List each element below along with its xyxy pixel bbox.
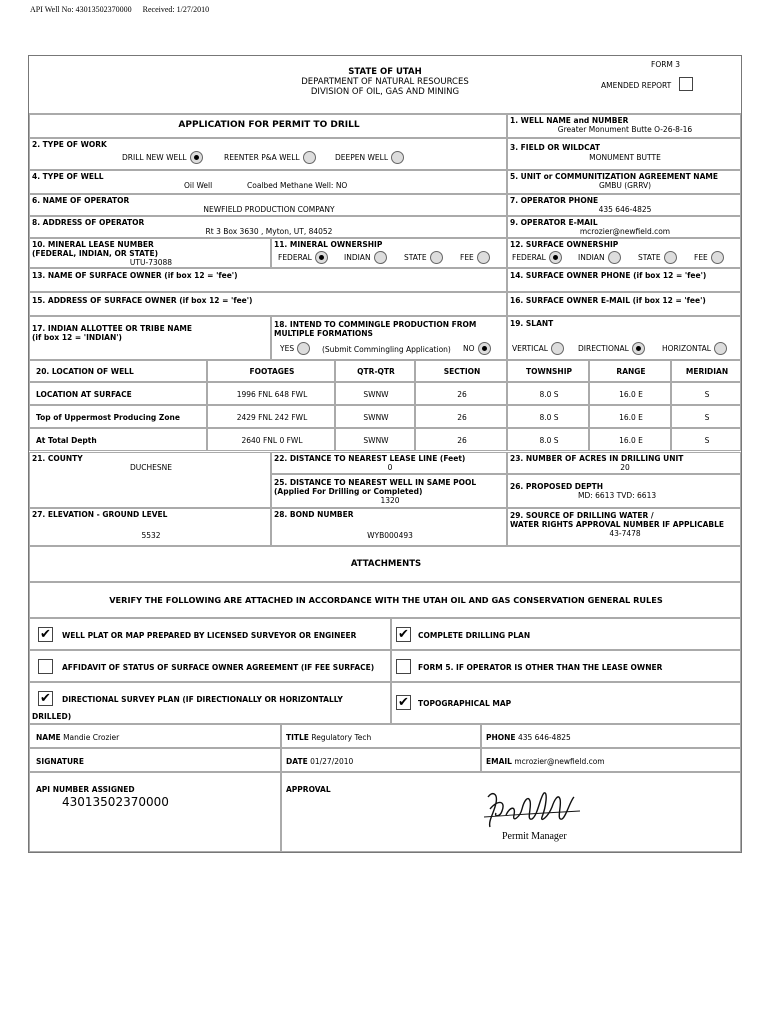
location-label: Top of Uppermost Producing Zone: [36, 413, 180, 422]
table-cell: [335, 428, 415, 451]
table-header-cell: [415, 360, 507, 382]
attachment-label-2: DRILLED): [32, 712, 72, 721]
field-8-value: Rt 3 Box 3630 , Myton, UT, 84052: [205, 227, 333, 236]
location-value: 26: [457, 436, 467, 445]
field-23: [507, 452, 741, 474]
location-value: 26: [457, 390, 467, 399]
radio-icon: [297, 342, 310, 355]
field-6-value: NEWFIELD PRODUCTION COMPANY: [203, 205, 335, 214]
table-cell: [671, 382, 741, 405]
approval-label: APPROVAL: [286, 785, 331, 794]
state-label: STATE: [638, 253, 661, 262]
field-1-value: Greater Monument Butte O-26-8-16: [557, 125, 693, 134]
field-23-value: 20: [620, 463, 630, 472]
permit-form: [28, 55, 742, 853]
amended-report-checkbox[interactable]: [679, 77, 693, 91]
field-28: [271, 508, 507, 546]
field-14: [507, 268, 741, 292]
radio-deepen-well[interactable]: [335, 151, 404, 164]
title-label: TITLE: [286, 733, 309, 742]
field-10-label: 10. MINERAL LEASE NUMBER: [32, 240, 154, 249]
radio-surface-state[interactable]: [638, 251, 677, 264]
radio-surface-indian[interactable]: [578, 251, 621, 264]
radio-icon: [303, 151, 316, 164]
field-4-value-1: Oil Well: [184, 181, 213, 190]
field-25-label-2: (Applied For Drilling or Completed): [274, 487, 423, 496]
location-table: [29, 360, 741, 452]
email-cell: [481, 748, 741, 772]
header-footages: FOOTAGES: [249, 367, 295, 376]
table-header-cell: [207, 360, 335, 382]
radio-icon: [374, 251, 387, 264]
radio-slant-horizontal[interactable]: [662, 342, 727, 355]
radio-icon: [664, 251, 677, 264]
page-header: [30, 5, 218, 14]
field-23-label: 23. NUMBER OF ACRES IN DRILLING UNIT: [510, 454, 684, 463]
radio-mineral-fee[interactable]: [460, 251, 490, 264]
signature-cell: [29, 748, 281, 772]
dept-title: DEPARTMENT OF NATURAL RESOURCES: [301, 77, 469, 87]
field-4: [29, 170, 507, 194]
field-17: [29, 316, 271, 360]
field-12-label: 12. SURFACE OWNERSHIP: [510, 240, 619, 249]
federal-label: FEDERAL: [512, 253, 546, 262]
location-value: SWNW: [363, 390, 389, 399]
checkbox-directional-survey[interactable]: ✔: [38, 691, 53, 706]
header-qtr-qtr: QTR-QTR: [357, 367, 395, 376]
attachment-label: AFFIDAVIT OF STATUS OF SURFACE OWNER AGREEMENT (IF FEE SURFACE): [62, 663, 375, 672]
api-label: API NUMBER ASSIGNED: [36, 785, 135, 794]
field-28-value: WYB000493: [367, 531, 413, 540]
table-header-cell: [671, 360, 741, 382]
signature-label: SIGNATURE: [36, 757, 84, 766]
yes-label: YES: [280, 344, 295, 353]
vertical-label: VERTICAL: [512, 344, 548, 353]
location-value: 1996 FNL 648 FWL: [236, 390, 308, 399]
field-29: [507, 508, 741, 546]
name-label: NAME: [36, 733, 61, 742]
table-header-cell: [335, 360, 415, 382]
reenter-label: REENTER P&A WELL: [224, 153, 300, 162]
field-19-label: 19. SLANT: [510, 319, 554, 328]
radio-icon: [711, 251, 724, 264]
table-cell: [589, 405, 671, 428]
table-cell: [335, 405, 415, 428]
field-13: [29, 268, 507, 292]
email-label: EMAIL: [486, 757, 512, 766]
header-township: TOWNSHIP: [525, 367, 572, 376]
fee-label: FEE: [460, 253, 474, 262]
checkbox-form-5[interactable]: [396, 659, 411, 674]
amended-report-label: AMENDED REPORT: [601, 81, 672, 90]
horizontal-label: HORIZONTAL: [662, 344, 711, 353]
table-cell: [507, 428, 589, 451]
field-26: [507, 474, 741, 508]
header-section: SECTION: [443, 367, 481, 376]
field-26-value: MD: 6613 TVD: 6613: [578, 491, 657, 500]
location-label: At Total Depth: [36, 436, 97, 445]
location-value: 2640 FNL 0 FWL: [241, 436, 303, 445]
checkbox-affidavit[interactable]: [38, 659, 53, 674]
date-cell: [281, 748, 481, 772]
location-value: 26: [457, 413, 467, 422]
name-value: Mandie Crozier: [63, 733, 120, 742]
table-cell: [29, 428, 207, 451]
radio-surface-fee[interactable]: [694, 251, 724, 264]
field-7-value: 435 646-4825: [598, 205, 652, 214]
api-cell: [29, 772, 281, 852]
field-3: [507, 138, 741, 170]
field-29-label: 29. SOURCE OF DRILLING WATER /: [510, 511, 654, 520]
table-cell: [589, 428, 671, 451]
field-1: [507, 114, 741, 138]
table-cell: [589, 382, 671, 405]
state-title: STATE OF UTAH: [348, 67, 422, 77]
field-15: [29, 292, 507, 316]
location-value: 8.0 S: [539, 413, 559, 422]
location-value: S: [704, 436, 710, 445]
field-25-value: 1320: [380, 496, 400, 505]
table-cell: [507, 405, 589, 428]
field-18-label: 18. INTEND TO COMMINGLE PRODUCTION FROM: [274, 320, 477, 329]
radio-drill-new-well[interactable]: [122, 151, 203, 164]
radio-commingle-yes[interactable]: [280, 342, 310, 355]
field-9-label: 9. OPERATOR E-MAIL: [510, 218, 598, 227]
radio-icon: [608, 251, 621, 264]
radio-selected-icon: [632, 342, 645, 355]
radio-selected-icon: [549, 251, 562, 264]
permit-manager-label: Permit Manager: [502, 831, 567, 842]
field-10: [29, 238, 271, 268]
phone-cell: [481, 724, 741, 748]
table-cell: [671, 405, 741, 428]
title-value: Regulatory Tech: [311, 733, 372, 742]
location-value: S: [704, 390, 710, 399]
field-12: [507, 238, 741, 268]
field-22: [271, 452, 507, 474]
field-19: [507, 316, 741, 360]
field-4-label: 4. TYPE OF WELL: [32, 172, 104, 181]
received-date: Received: 1/27/2010: [142, 5, 210, 14]
field-13-label: 13. NAME OF SURFACE OWNER (if box 12 = 'fee'): [32, 271, 238, 280]
approval-cell: [281, 772, 741, 852]
field-29-label-2: WATER RIGHTS APPROVAL NUMBER IF APPLICABLE: [510, 520, 725, 529]
field-10-label-2: (FEDERAL, INDIAN, OR STATE): [32, 249, 159, 258]
verify-cell: [29, 582, 741, 618]
radio-icon: [477, 251, 490, 264]
field-8: [29, 216, 507, 238]
field-8-label: 8. ADDRESS OF OPERATOR: [32, 218, 145, 227]
radio-mineral-federal[interactable]: [278, 251, 328, 264]
field-27-label: 27. ELEVATION - GROUND LEVEL: [32, 510, 168, 519]
radio-mineral-indian[interactable]: [344, 251, 387, 264]
field-5: [507, 170, 741, 194]
api-number: 43013502370000: [62, 795, 169, 809]
fee-label: FEE: [694, 253, 708, 262]
phone-label: PHONE: [486, 733, 516, 742]
attachments-title: ATTACHMENTS: [350, 559, 422, 569]
checkbox-topographical-map[interactable]: ✔: [396, 695, 411, 710]
application-title-cell: [29, 114, 507, 138]
table-cell: [29, 382, 207, 405]
radio-icon: [551, 342, 564, 355]
field-3-label: 3. FIELD OR WILDCAT: [510, 143, 601, 152]
title-block: [29, 56, 741, 114]
no-label: NO: [463, 344, 475, 353]
location-value: SWNW: [363, 436, 389, 445]
title-cell: [281, 724, 481, 748]
field-21-label: 21. COUNTY: [32, 454, 83, 463]
location-value: 16.0 E: [619, 436, 643, 445]
location-label: LOCATION AT SURFACE: [36, 390, 132, 399]
table-header-cell: [507, 360, 589, 382]
field-3-value: MONUMENT BUTTE: [589, 153, 661, 162]
field-4-value-2: Coalbed Methane Well: NO: [247, 181, 348, 190]
phone-value: 435 646-4825: [517, 733, 571, 742]
field-7: [507, 194, 741, 216]
location-value: 8.0 S: [539, 436, 559, 445]
field-5-value: GMBU (GRRV): [598, 181, 652, 190]
division-title: DIVISION OF OIL, GAS AND MINING: [310, 87, 460, 97]
attachment-item-2: [391, 618, 741, 650]
attachment-item-5: [29, 682, 391, 724]
field-6-label: 6. NAME OF OPERATOR: [32, 196, 130, 205]
field-16-label: 16. SURFACE OWNER E-MAIL (if box 12 = 'fee'): [510, 296, 706, 305]
attachment-label: WELL PLAT OR MAP PREPARED BY LICENSED SURVEYOR OR ENGINEER: [62, 631, 357, 640]
location-value: SWNW: [363, 413, 389, 422]
radio-mineral-state[interactable]: [404, 251, 443, 264]
field-22-value: 0: [387, 463, 393, 472]
field-9-value: mcrozier@newfield.com: [579, 227, 671, 236]
table-cell: [335, 382, 415, 405]
table-header-cell: [29, 360, 207, 382]
table-cell: [415, 405, 507, 428]
radio-commingle-no[interactable]: [463, 342, 491, 355]
checkbox-well-plat[interactable]: ✔: [38, 627, 53, 642]
radio-icon: [430, 251, 443, 264]
field-7-label: 7. OPERATOR PHONE: [510, 196, 599, 205]
field-9: [507, 216, 741, 238]
attachment-item-4: [391, 650, 741, 682]
radio-selected-icon: [478, 342, 491, 355]
radio-icon: [714, 342, 727, 355]
name-cell: [29, 724, 281, 748]
field-18-label-2: MULTIPLE FORMATIONS: [274, 329, 373, 338]
field-21: [29, 452, 271, 508]
attachment-label: DIRECTIONAL SURVEY PLAN (IF DIRECTIONALLY OR HORIZONTALLY: [62, 695, 343, 704]
table-header-cell: [589, 360, 671, 382]
location-value: S: [704, 413, 710, 422]
radio-selected-icon: [190, 151, 203, 164]
radio-slant-vertical[interactable]: [512, 342, 564, 355]
location-value: 2429 FNL 242 FWL: [236, 413, 308, 422]
field-27: [29, 508, 271, 546]
header-meridian: MERIDIAN: [685, 367, 729, 376]
field-17-label-2: (if box 12 = 'INDIAN'): [32, 333, 122, 342]
field-15-label: 15. ADDRESS OF SURFACE OWNER (if box 12 = 'fee'): [32, 296, 253, 305]
field-16: [507, 292, 741, 316]
field-11-label: 11. MINERAL OWNERSHIP: [274, 240, 383, 249]
indian-label: INDIAN: [344, 253, 371, 262]
field-2-label: 2. TYPE OF WORK: [32, 140, 107, 149]
directional-label: DIRECTIONAL: [578, 344, 629, 353]
application-title: APPLICATION FOR PERMIT TO DRILL: [178, 120, 360, 130]
location-value: 8.0 S: [539, 390, 559, 399]
field-26-label: 26. PROPOSED DEPTH: [510, 482, 604, 491]
indian-label: INDIAN: [578, 253, 605, 262]
field-25: [271, 474, 507, 508]
attachment-item-3: [29, 650, 391, 682]
approval-signature-image: [482, 787, 582, 831]
radio-slant-directional[interactable]: [578, 342, 645, 355]
table-cell: [207, 382, 335, 405]
table-cell: [671, 428, 741, 451]
field-22-label: 22. DISTANCE TO NEAREST LEASE LINE (Feet): [274, 454, 466, 463]
header-range: RANGE: [616, 367, 646, 376]
field-2: [29, 138, 507, 170]
location-value: 16.0 E: [619, 413, 643, 422]
api-well-no: API Well No: 43013502370000: [30, 5, 132, 14]
drill-new-well-label: DRILL NEW WELL: [122, 153, 187, 162]
table-cell: [415, 382, 507, 405]
field-28-label: 28. BOND NUMBER: [274, 510, 354, 519]
form-number: FORM 3: [651, 60, 681, 69]
state-label: STATE: [404, 253, 427, 262]
attachment-label: FORM 5. IF OPERATOR IS OTHER THAN THE LEASE OWNER: [418, 663, 663, 672]
field-25-label: 25. DISTANCE TO NEAREST WELL IN SAME POOL: [274, 478, 477, 487]
field-18: [271, 316, 507, 360]
federal-label: FEDERAL: [278, 253, 312, 262]
radio-selected-icon: [315, 251, 328, 264]
email-value: mcrozier@newfield.com: [514, 757, 605, 766]
verify-text: VERIFY THE FOLLOWING ARE ATTACHED IN ACCORDANCE WITH THE UTAH OIL AND GAS CONSERVATION GENERAL RULES: [109, 595, 663, 605]
table-cell: [507, 382, 589, 405]
checkbox-drilling-plan[interactable]: ✔: [396, 627, 411, 642]
radio-icon: [391, 151, 404, 164]
radio-reenter-pa-well[interactable]: [224, 151, 316, 164]
table-cell: [29, 405, 207, 428]
table-cell: [207, 405, 335, 428]
field-17-label: 17. INDIAN ALLOTTEE OR TRIBE NAME: [32, 324, 192, 333]
table-cell: [207, 428, 335, 451]
attachment-label: COMPLETE DRILLING PLAN: [418, 631, 531, 640]
field-11: [271, 238, 507, 268]
header-location: 20. LOCATION OF WELL: [36, 367, 134, 376]
field-29-value: 43-7478: [609, 529, 641, 538]
field-5-label: 5. UNIT or COMMUNITIZATION AGREEMENT NAME: [510, 172, 718, 181]
date-label: DATE: [286, 757, 308, 766]
commingle-note: (Submit Commingling Application): [322, 345, 451, 354]
table-cell: [415, 428, 507, 451]
field-1-label: 1. WELL NAME and NUMBER: [510, 116, 629, 125]
field-27-value: 5532: [141, 531, 161, 540]
date-value: 01/27/2010: [310, 757, 354, 766]
attachment-item-6: [391, 682, 741, 724]
field-21-value: DUCHESNE: [130, 463, 172, 472]
field-6: [29, 194, 507, 216]
attachment-label: TOPOGRAPHICAL MAP: [418, 699, 512, 708]
deepen-label: DEEPEN WELL: [335, 153, 389, 162]
attachments-title-cell: [29, 546, 741, 582]
field-10-value: UTU-73088: [129, 258, 173, 267]
location-value: 16.0 E: [619, 390, 643, 399]
field-14-label: 14. SURFACE OWNER PHONE (if box 12 = 'fee'): [510, 271, 707, 280]
radio-surface-federal[interactable]: [512, 251, 562, 264]
attachment-item-1: [29, 618, 391, 650]
